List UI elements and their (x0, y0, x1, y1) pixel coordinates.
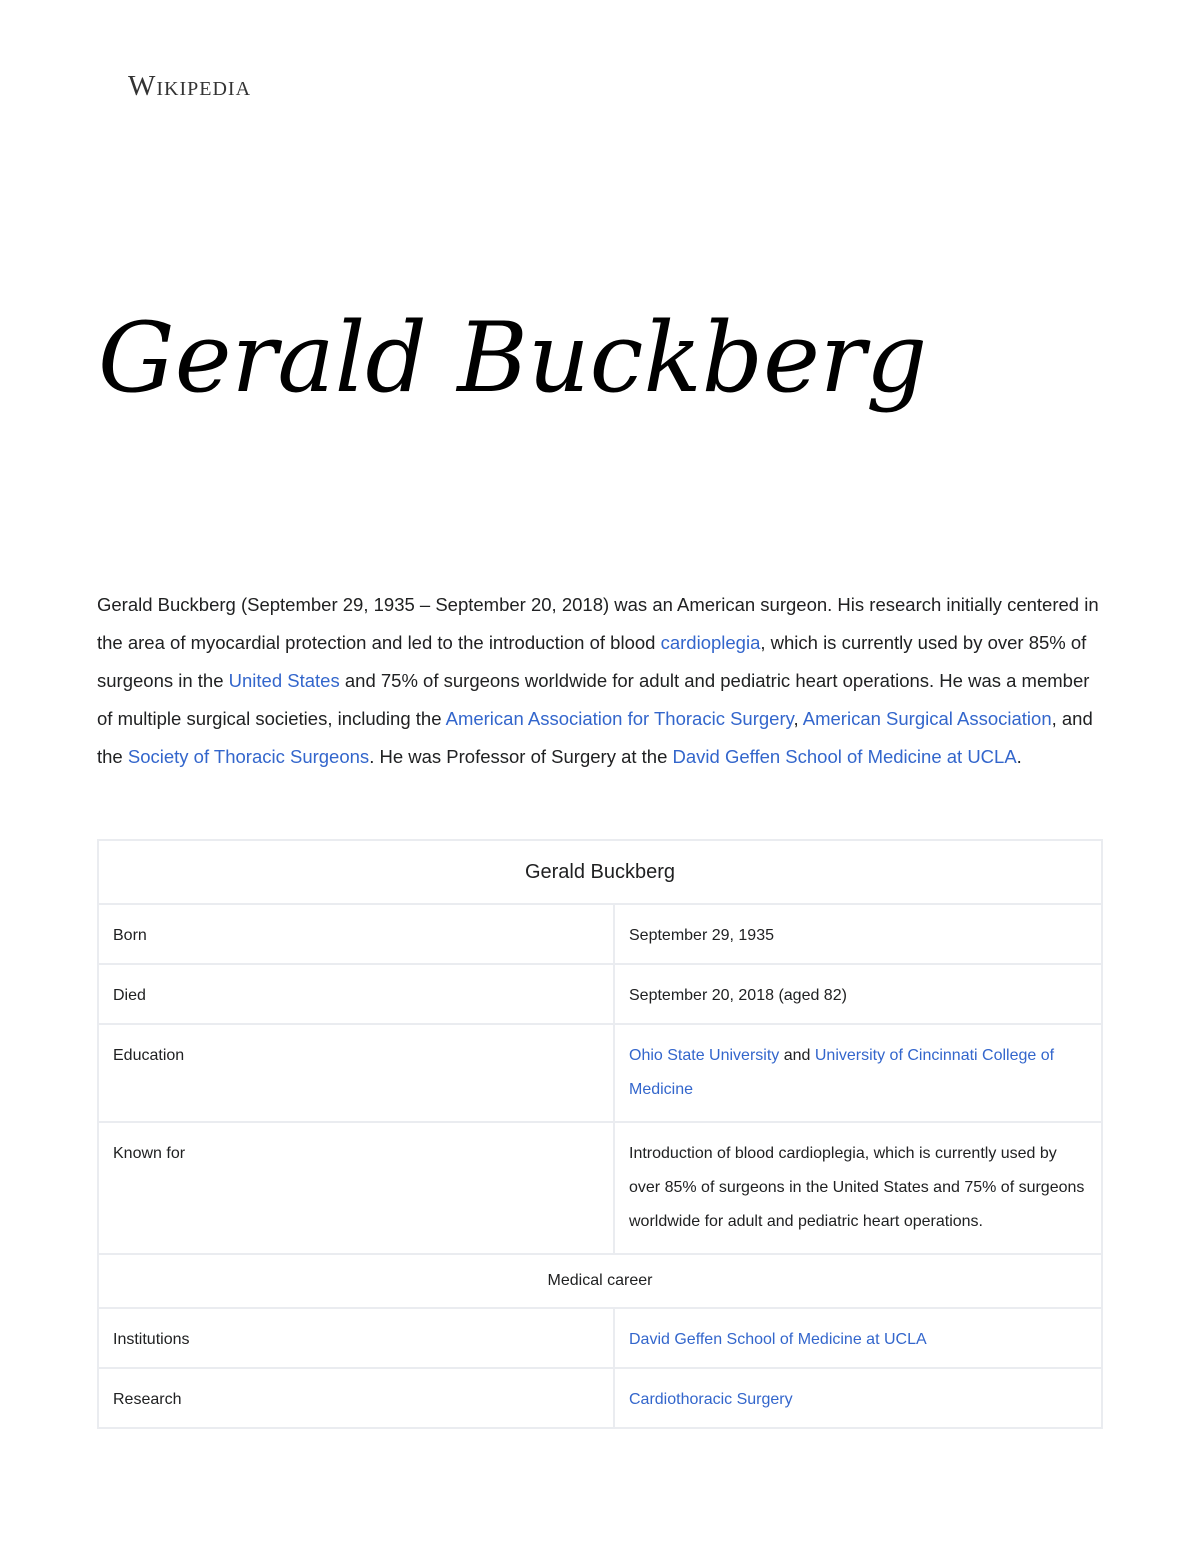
infobox-section-row (98, 1254, 1102, 1308)
link-ohio-state-university[interactable]: Ohio State University (629, 1047, 780, 1064)
infobox-value-institutions (614, 1308, 1102, 1368)
infobox-label-known-for: Known for (98, 1122, 614, 1254)
infobox (97, 839, 1103, 1429)
intro-text-3: and 75% of surgeons worldwide for adult and pediatric heart operations. He was a member of multiple surgical societies, including the (97, 670, 1090, 729)
link-society-thoracic-surgeons[interactable]: Society of Thoracic Surgeons (127, 746, 370, 767)
wikipedia-logo[interactable]: Wikipedia (128, 70, 252, 102)
infobox-row-known-for (98, 1122, 1102, 1254)
intro-text-4: , (793, 708, 803, 729)
infobox-label-died: Died (98, 964, 614, 1024)
infobox-value-born: September 29, 1935 (614, 904, 1102, 964)
infobox-label-institutions: Institutions (98, 1308, 614, 1368)
infobox-row-died (98, 964, 1102, 1024)
infobox-row-research (98, 1368, 1102, 1428)
infobox-header: Gerald Buckberg (98, 840, 1102, 904)
infobox-row-born (98, 904, 1102, 964)
infobox-section-medical-career: Medical career (98, 1254, 1102, 1308)
intro-text-1: Gerald Buckberg (September 29, 1935 – September 20, 2018) was an American surgeon. His research initially centered in the area of myocardial protection and led to the introduction of blood (97, 594, 1099, 653)
intro-text-5: , and the (97, 708, 1093, 767)
link-american-association-thoracic-surgery[interactable]: American Association for Thoracic Surgery (445, 708, 794, 729)
link-cardiothoracic-surgery[interactable]: Cardiothoracic Surgery (629, 1391, 793, 1408)
infobox-label-education: Education (98, 1024, 614, 1122)
page-title: Gerald Buckberg (98, 302, 928, 414)
link-university-cincinnati-medicine[interactable]: University of Cincinnati College of Medicine (629, 1047, 1055, 1098)
intro-paragraph (97, 586, 1107, 776)
link-american-surgical-association[interactable]: American Surgical Association (802, 708, 1052, 729)
infobox-row-institutions (98, 1308, 1102, 1368)
link-david-geffen-school[interactable]: David Geffen School of Medicine at UCLA (672, 746, 1017, 767)
intro-text-7: . (1016, 746, 1022, 767)
infobox-label-born: Born (98, 904, 614, 964)
infobox-label-research: Research (98, 1368, 614, 1428)
infobox-row-education (98, 1024, 1102, 1122)
infobox-value-education (614, 1024, 1102, 1122)
link-institutions-ucla[interactable]: David Geffen School of Medicine at UCLA (629, 1331, 927, 1348)
intro-text-2: , which is currently used by over 85% of surgeons in the (97, 632, 1087, 691)
infobox-value-known-for: Introduction of blood cardioplegia, which is currently used by over 85% of surgeons in the United States and 75% of surgeons worldwide for adult and pediatric heart operations. (614, 1122, 1102, 1254)
education-and: and (779, 1047, 815, 1064)
intro-text-6: . He was Professor of Surgery at the (369, 746, 673, 767)
link-cardioplegia[interactable]: cardioplegia (660, 632, 761, 653)
infobox-value-died: September 20, 2018 (aged 82) (614, 964, 1102, 1024)
infobox-value-research (614, 1368, 1102, 1428)
link-united-states[interactable]: United States (228, 670, 340, 691)
infobox-header-row (98, 840, 1102, 904)
